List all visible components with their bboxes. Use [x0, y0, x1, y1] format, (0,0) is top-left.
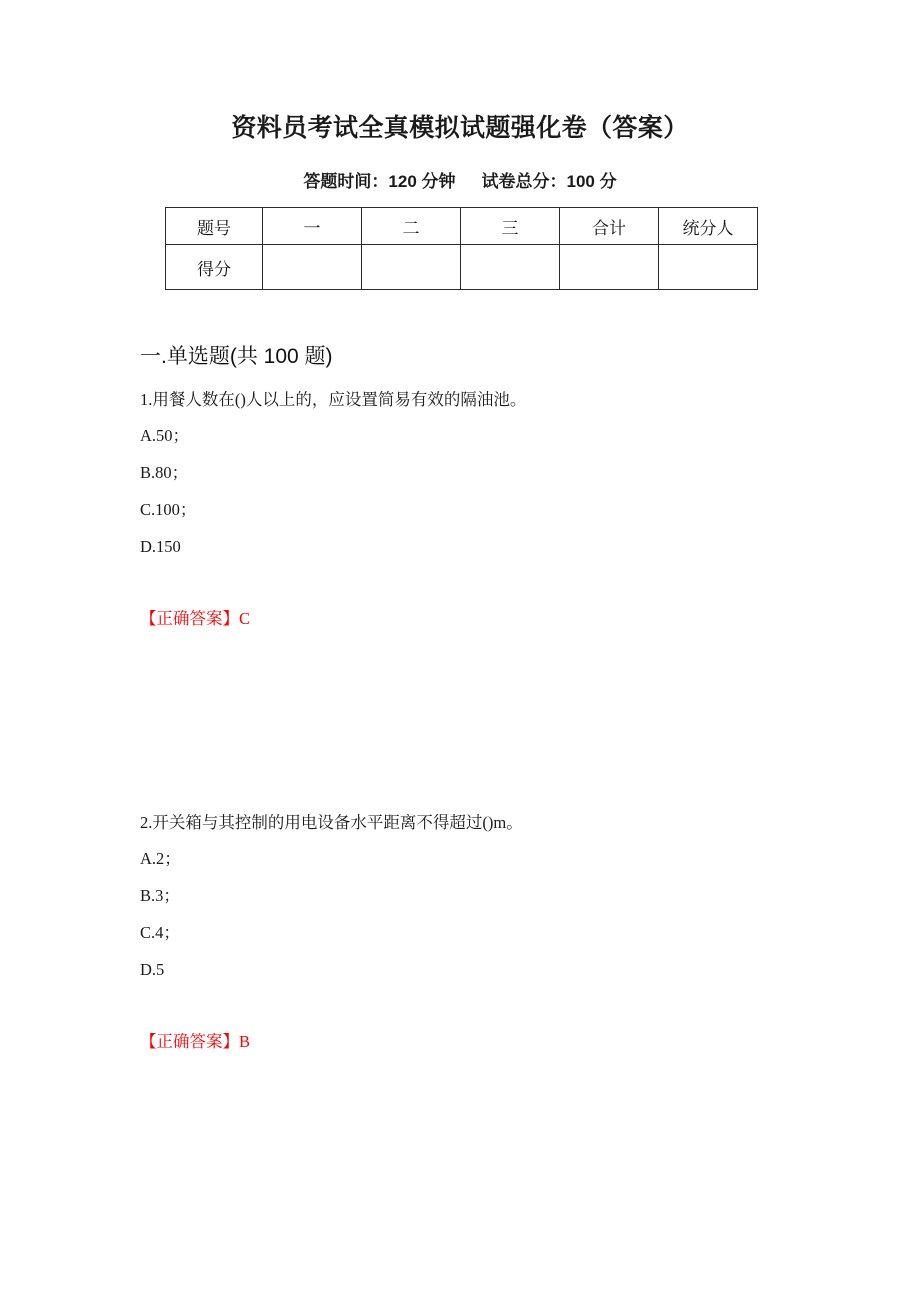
table-row — [166, 245, 758, 290]
correct-answer-1 — [140, 608, 250, 630]
exam-duration-label: 答题时间：120 分钟 — [303, 172, 456, 191]
question-block-1 — [140, 389, 840, 573]
question-option-c[interactable]: C.4； — [140, 923, 180, 942]
table-row-label: 得分 — [166, 245, 263, 290]
table-header-cell: 一 — [263, 208, 362, 245]
table-header-cell: 题号 — [166, 208, 263, 245]
correct-answer-2 — [140, 1031, 250, 1053]
score-cell[interactable] — [461, 245, 560, 290]
question-stem: 1.用餐人数在()人以上的，应设置简易有效的隔油池。 — [140, 390, 527, 409]
question-option-a[interactable]: A.2； — [140, 849, 181, 868]
table-header-cell: 统分人 — [659, 208, 758, 245]
question-option-b[interactable]: B.80； — [140, 463, 189, 482]
score-table — [165, 207, 758, 290]
table-header-cell: 二 — [362, 208, 461, 245]
question-option-d[interactable]: D.150 — [140, 537, 181, 556]
correct-answer-value: C — [239, 609, 251, 628]
exam-total-score-label: 试卷总分：100 分 — [481, 172, 617, 191]
table-header-cell: 三 — [461, 208, 560, 245]
score-cell[interactable] — [659, 245, 758, 290]
question-block-2 — [140, 812, 840, 996]
question-stem: 2.开关箱与其控制的用电设备水平距离不得超过()m。 — [140, 813, 523, 832]
section-heading-single-choice: 一.单选题(共 100 题) — [140, 345, 333, 368]
question-option-c[interactable]: C.100； — [140, 500, 197, 519]
correct-answer-label: 【正确答案】 — [140, 609, 239, 628]
table-header-cell: 合计 — [560, 208, 659, 245]
score-cell[interactable] — [560, 245, 659, 290]
correct-answer-value: B — [239, 1032, 251, 1051]
question-option-b[interactable]: B.3； — [140, 886, 180, 905]
question-option-d[interactable]: D.5 — [140, 960, 165, 979]
score-cell[interactable] — [263, 245, 362, 290]
correct-answer-label: 【正确答案】 — [140, 1032, 239, 1051]
table-row-header — [166, 208, 758, 245]
exam-meta-line — [0, 170, 920, 194]
question-option-a[interactable]: A.50； — [140, 426, 190, 445]
page-title: 资料员考试全真模拟试题强化卷（答案） — [231, 115, 689, 142]
score-cell[interactable] — [362, 245, 461, 290]
